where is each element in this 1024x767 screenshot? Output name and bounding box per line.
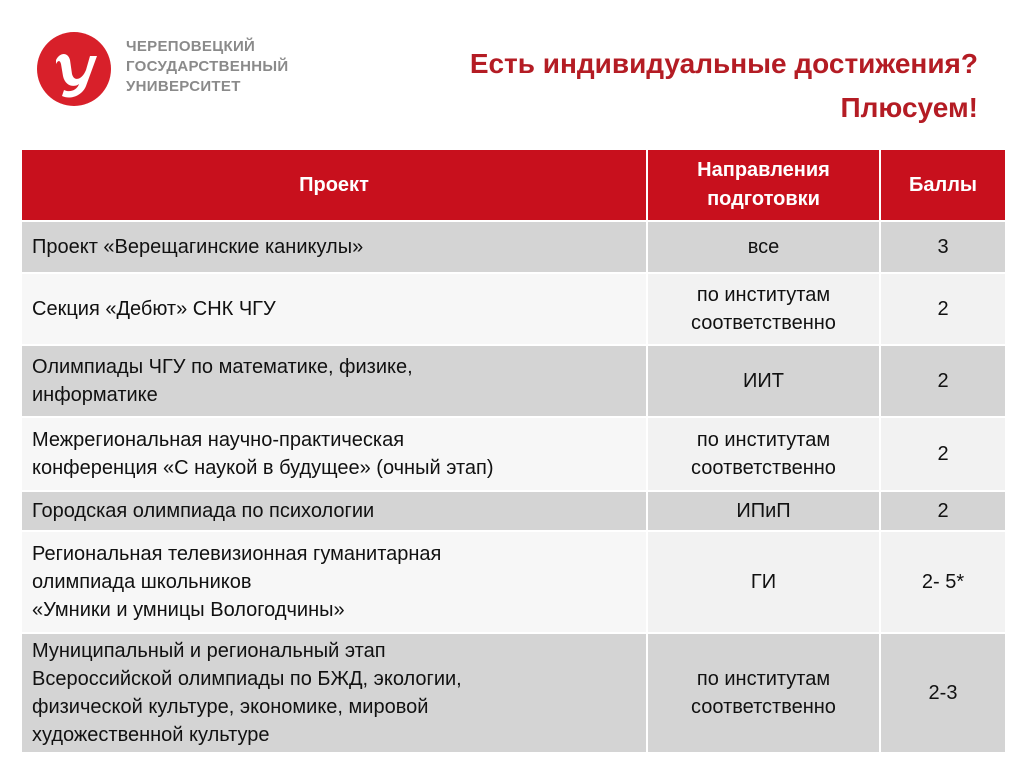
column-header-points: Баллы: [880, 149, 1006, 221]
direction-line: соответственно: [691, 696, 836, 718]
points-cell: 2: [880, 417, 1006, 491]
project-cell: [21, 273, 647, 345]
direction-cell: [647, 491, 880, 531]
points-cell: 2: [880, 273, 1006, 345]
project-cell: [21, 531, 647, 633]
table-row: [21, 345, 1006, 417]
slide-title-line: Плюсуем!: [840, 92, 978, 123]
project-line: художественной культуре: [32, 724, 270, 746]
direction-line: по институтам: [696, 284, 831, 306]
table-header-row: [21, 149, 1006, 221]
project-line: конференция «С наукой в будущее» (очный этап): [32, 457, 494, 479]
project-line: Секция «Дебют» СНК ЧГУ: [32, 298, 276, 320]
achievements-table: [20, 148, 1007, 754]
university-name-line: ГОСУДАРСТВЕННЫЙ: [126, 58, 289, 75]
column-header-direction: [647, 149, 880, 221]
project-line: Региональная телевизионная гуманитарная: [32, 543, 442, 565]
project-line: «Умники и умницы Вологодчины»: [32, 599, 345, 621]
direction-line: соответственно: [691, 312, 836, 334]
direction-line: по институтам: [696, 668, 831, 690]
university-name-line: ЧЕРЕПОВЕЦКИЙ: [126, 38, 256, 55]
table-row: [21, 273, 1006, 345]
project-line: Всероссийской олимпиады по БЖД, экологии,: [32, 668, 462, 690]
logo-emblem-icon: [34, 30, 114, 108]
project-line: физической культуре, экономике, мировой: [32, 696, 429, 718]
direction-line: ИИТ: [743, 370, 784, 392]
points-cell: 2: [880, 491, 1006, 531]
column-header-project: Проект: [21, 149, 647, 221]
project-cell: [21, 633, 647, 753]
table-row: [21, 221, 1006, 273]
project-line: Олимпиады ЧГУ по математике, физике,: [32, 356, 413, 378]
slide-title-line: Есть индивидуальные достижения?: [469, 48, 978, 79]
direction-line: по институтам: [696, 429, 831, 451]
direction-cell: [647, 633, 880, 753]
direction-line: соответственно: [691, 457, 836, 479]
direction-cell: [647, 417, 880, 491]
direction-cell: [647, 221, 880, 273]
university-name-line: УНИВЕРСИТЕТ: [126, 78, 241, 95]
points-cell: 3: [880, 221, 1006, 273]
direction-cell: [647, 273, 880, 345]
direction-line: все: [747, 236, 780, 258]
points-cell: 2: [880, 345, 1006, 417]
project-cell: [21, 221, 647, 273]
project-line: Городская олимпиада по психологии: [32, 500, 375, 522]
direction-line: ГИ: [750, 571, 777, 593]
points-cell: 2-3: [880, 633, 1006, 753]
slide-title: [470, 42, 978, 130]
table-row: [21, 491, 1006, 531]
university-name: [126, 37, 288, 97]
project-cell: [21, 417, 647, 491]
project-line: Межрегиональная научно-практическая: [32, 429, 405, 451]
table-row: [21, 633, 1006, 753]
table-row: [21, 417, 1006, 491]
table-row: [21, 531, 1006, 633]
university-logo: [34, 30, 114, 108]
project-line: Муниципальный и региональный этап: [32, 640, 386, 662]
column-header-direction-line: Направления: [697, 159, 830, 181]
column-header-direction-line: подготовки: [707, 188, 820, 210]
direction-line: ИПиП: [736, 500, 791, 522]
project-line: Проект «Верещагинские каникулы»: [32, 236, 364, 258]
project-cell: [21, 491, 647, 531]
project-line: информатике: [32, 384, 158, 406]
direction-cell: [647, 531, 880, 633]
direction-cell: [647, 345, 880, 417]
project-cell: [21, 345, 647, 417]
project-line: олимпиада школьников: [32, 571, 252, 593]
points-cell: 2- 5*: [880, 531, 1006, 633]
